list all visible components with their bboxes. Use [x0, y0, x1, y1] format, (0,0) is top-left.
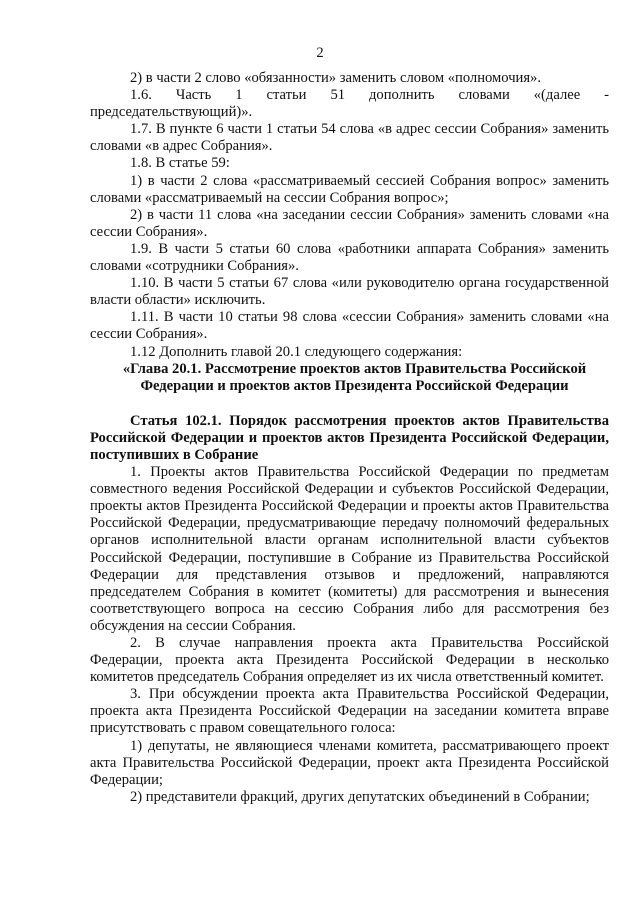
- article-paragraph: 3. При обсуждении проекта акта Правительства Российской Федерации, проекта акта Президента Российской Федерации на заседании комитета вправе присутствовать с правом совещательного голоса:: [90, 686, 609, 737]
- paragraph: 1.12 Дополнить главой 20.1 следующего содержания:: [130, 343, 463, 360]
- paragraph: 1.6. Часть 1 статьи 51 дополнить словами «(далее - председательствующий)».: [90, 87, 609, 121]
- article-paragraph: 1. Проекты актов Правительства Российской Федерации по предметам совместного ведения Российской Федерации и субъектов Российской Федерации, проекты актов Президента Российской Федерации и проекты актов Правительства Российской Федерации, предусматривающие передачу полномочий федеральных органов исполнительной власти органам исполнительной власти субъектов Российской Федерации, поступившие в Собрание из Правительства Российской Федерации для представления отзывов и предложений, направляются председателем Собрания в комитет (комитеты) для рассмотрения и вынесения соответствующего вопроса на сессию Собрания либо для рассмотрения без обсуждения на сессии Собрания.: [90, 464, 609, 634]
- document-body: [90, 70, 609, 806]
- article-heading: Статья 102.1. Порядок рассмотрения проектов актов Правительства Российской Федерации и проектов актов Президента Российской Федерации, поступивших в Собрание: [90, 412, 609, 463]
- paragraph: 1.9. В части 5 статьи 60 слова «работники аппарата Собрания» заменить словами «сотрудники Собрания».: [90, 240, 609, 275]
- paragraph: 1) в части 2 слова «рассматриваемый сессией Собрания вопрос» заменить словами «рассматриваемый на сессии Собрания вопрос»;: [90, 172, 609, 206]
- paragraph: 1.7. В пункте 6 части 1 статьи 54 слова «в адрес сессии Собрания» заменить словами «в адрес Собрания».: [90, 121, 609, 155]
- paragraph: 1.11. В части 10 статьи 98 слова «сессии Собрания» заменить словами «на сессии Собрания».: [90, 309, 609, 343]
- paragraph: 1.8. В статье 59:: [130, 155, 230, 172]
- article-paragraph: 2. В случае направления проекта акта Правительства Российской Федерации, проекта акта Президента Российской Федерации в несколько комитетов председатель Собрания определяет из их числа ответственный комитет.: [90, 635, 609, 686]
- article-paragraph: 1) депутаты, не являющиеся членами комитета, рассматривающего проект акта Правительства Российской Федерации, проект акта Президента Российской Федерации;: [90, 737, 609, 788]
- article-paragraph: 2) представители фракций, других депутатских объединений в Собрании;: [130, 788, 590, 805]
- spacer: [90, 395, 609, 413]
- paragraph: 2) в части 2 слово «обязанности» заменить словом «полномочия».: [130, 70, 542, 86]
- chapter-heading: «Глава 20.1. Рассмотрение проектов актов Правительства Российской Федерации и проектов актов Президента Российской Федерации: [122, 360, 587, 394]
- paragraph: 2) в части 11 слова «на заседании сессии Собрания» заменить словами «на сессии Собрания».: [90, 206, 609, 240]
- page-number: 2: [316, 45, 324, 61]
- paragraph: 1.10. В части 5 статьи 67 слова «или руководителю органа государственной власти области» исключить.: [90, 275, 609, 309]
